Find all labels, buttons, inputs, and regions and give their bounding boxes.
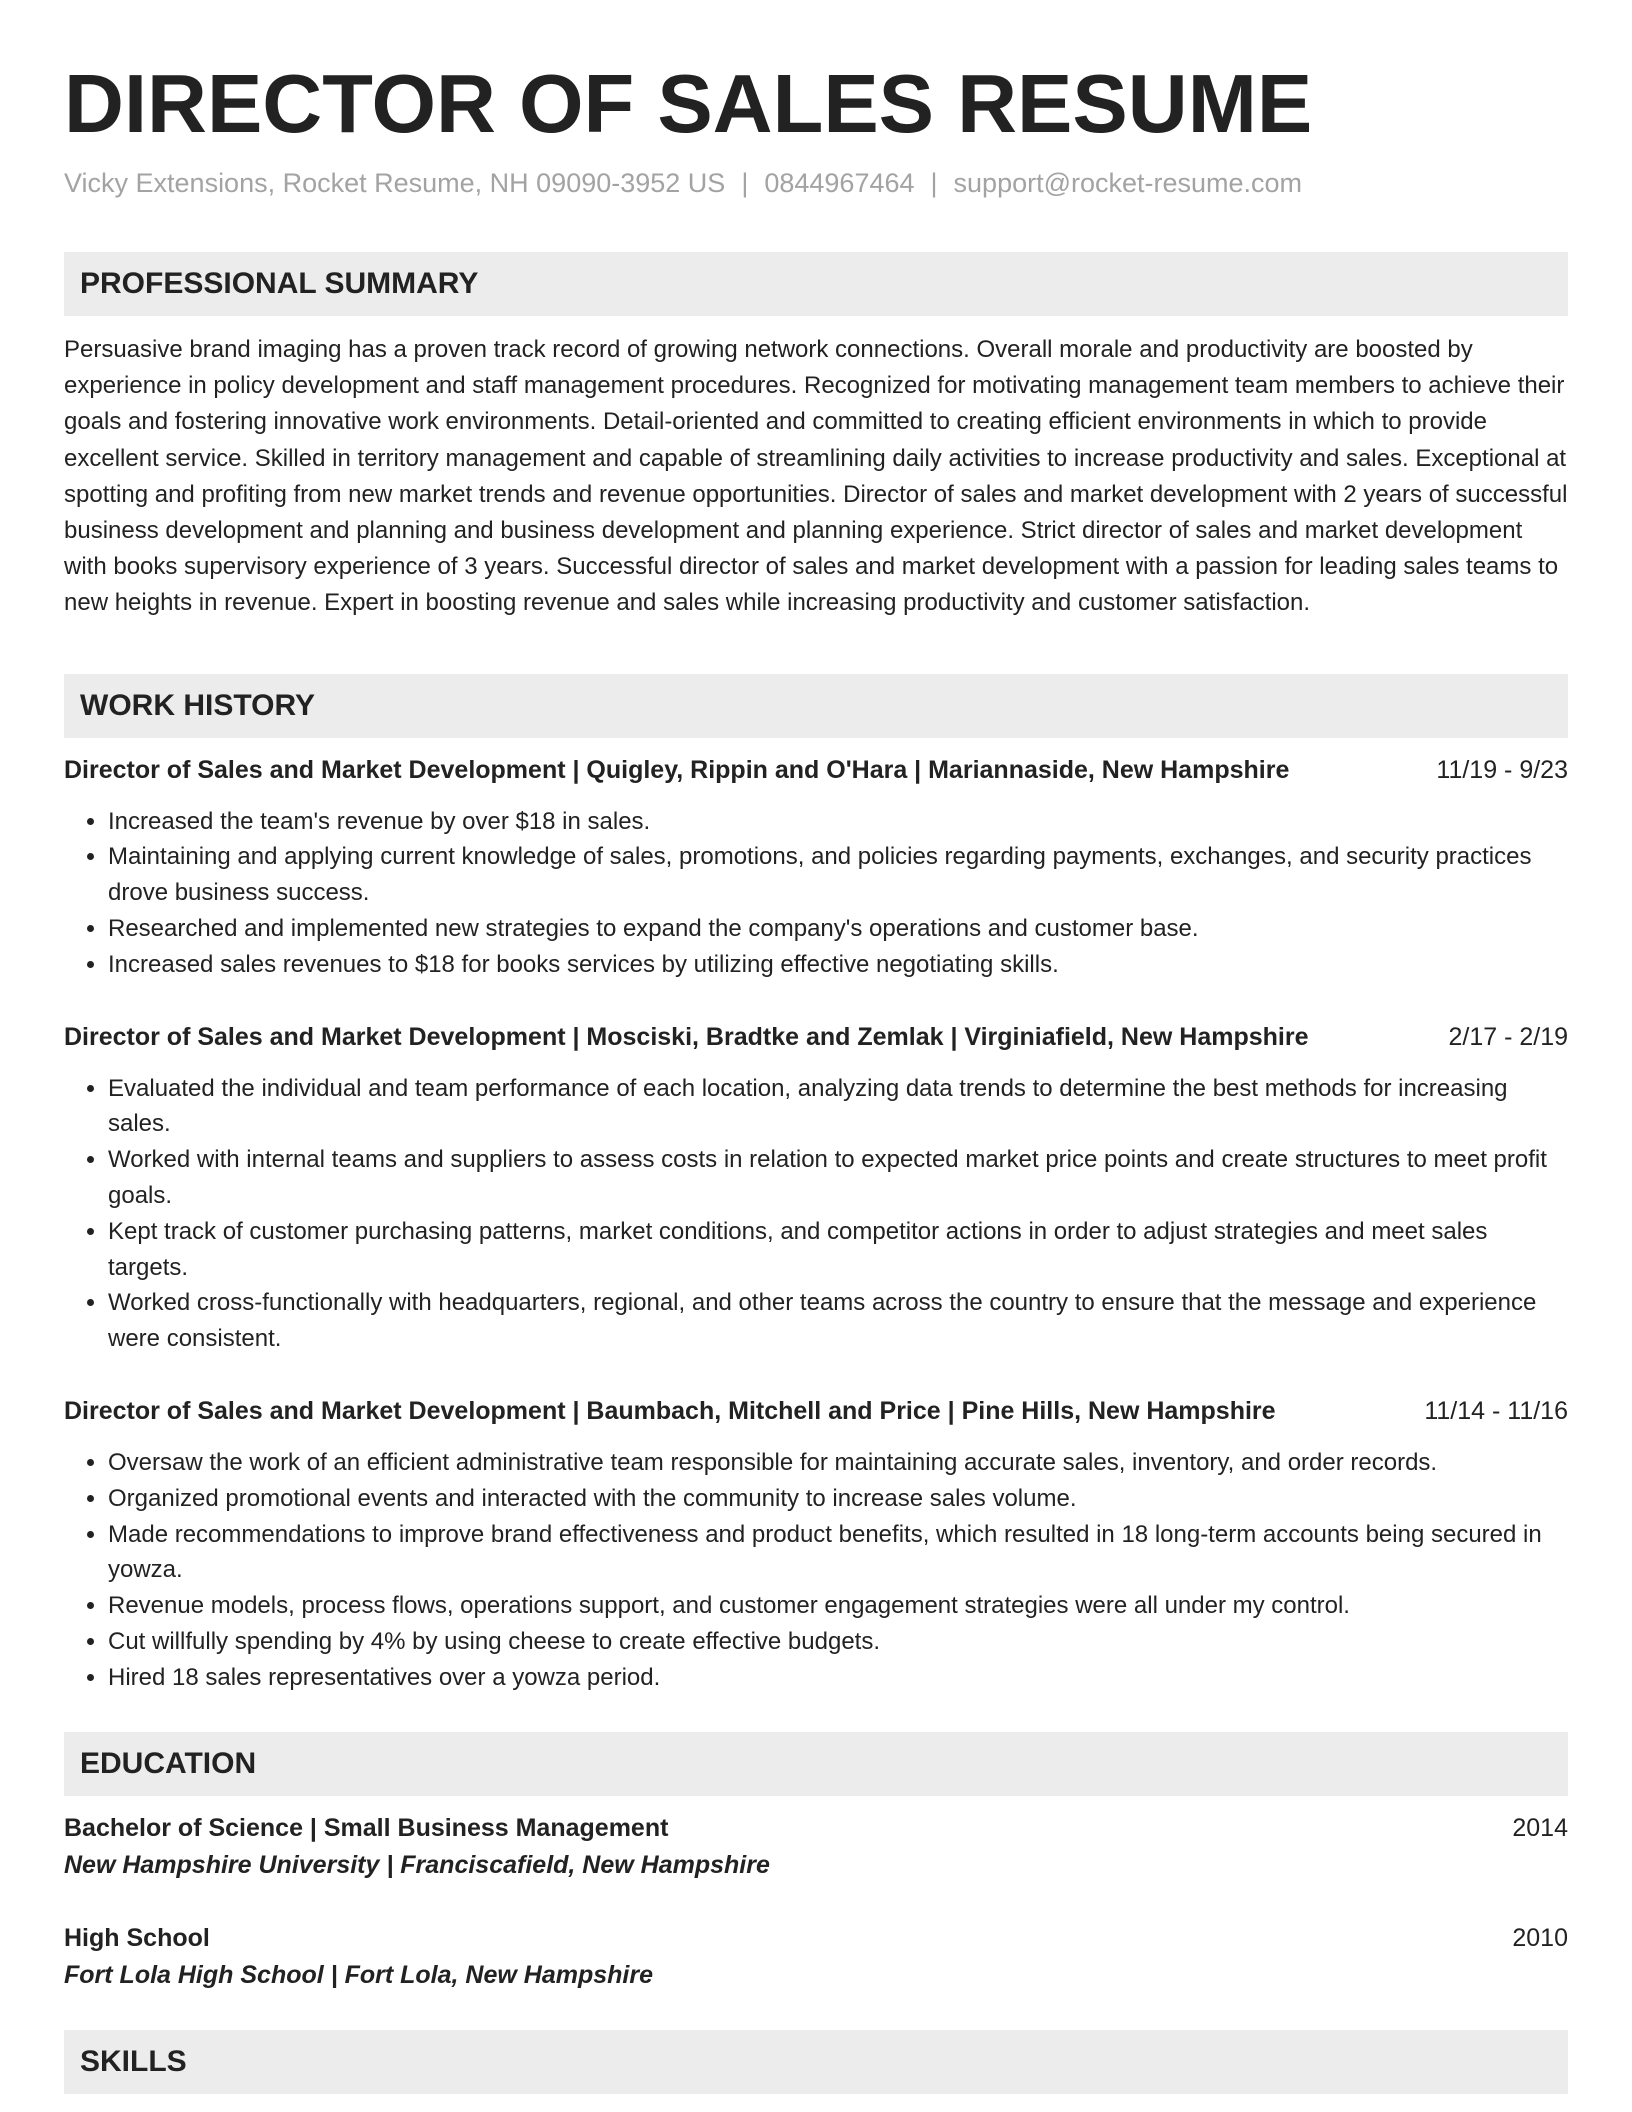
job-entry	[64, 1019, 1568, 1357]
contact-email: support@rocket-resume.com	[953, 168, 1303, 198]
job-bullets	[64, 804, 1568, 983]
job-dates: 11/19 - 9/23	[1436, 755, 1568, 784]
education-degree: Bachelor of Science | Small Business Management	[64, 1813, 669, 1842]
education-year: 2010	[1512, 1923, 1568, 1952]
job-header	[64, 1393, 1568, 1429]
job-dates: 11/14 - 11/16	[1424, 1396, 1568, 1425]
education-entry	[64, 1810, 1568, 1884]
contact-address: Vicky Extensions, Rocket Resume, NH 09090-3952 US	[64, 168, 726, 198]
contact-separator: |	[930, 168, 938, 198]
job-entry	[64, 1393, 1568, 1696]
job-bullet: • Increased the team's revenue by over $18 in sales.	[108, 804, 1568, 840]
job-bullet: • Worked with internal teams and suppliers to assess costs in relation to expected market price points and create structures to meet profit goals.	[108, 1142, 1568, 1214]
education-school: Fort Lola High School | Fort Lola, New Hampshire	[64, 1960, 653, 1989]
job-bullet: • Evaluated the individual and team performance of each location, analyzing data trends to determine the best methods for increasing sales.	[108, 1071, 1568, 1143]
job-title: Director of Sales and Market Development | Mosciski, Bradtke and Zemlak | Virginiafield, New Hampshire	[64, 1022, 1309, 1051]
education-year: 2014	[1512, 1813, 1568, 1842]
section-heading-summary: PROFESSIONAL SUMMARY	[64, 252, 1568, 316]
job-entry	[64, 752, 1568, 983]
section-heading-education: EDUCATION	[64, 1732, 1568, 1796]
education-header	[64, 1810, 1568, 1846]
job-bullet: • Increased sales revenues to $18 for books services by utilizing effective negotiating skills.	[108, 947, 1568, 983]
education-entry	[64, 1920, 1568, 1994]
job-bullet: • Made recommendations to improve brand effectiveness and product benefits, which resulted in 18 long-term accounts being secured in yowza.	[108, 1517, 1568, 1589]
job-bullet: • Organized promotional events and interacted with the community to increase sales volume.	[108, 1481, 1568, 1517]
job-dates: 2/17 - 2/19	[1448, 1022, 1568, 1051]
job-bullets	[64, 1445, 1568, 1696]
job-title: Director of Sales and Market Development | Quigley, Rippin and O'Hara | Mariannaside, New Hampshire	[64, 755, 1290, 784]
job-bullet: • Maintaining and applying current knowledge of sales, promotions, and policies regarding payments, exchanges, and security practices drove business success.	[108, 839, 1568, 911]
education-school: New Hampshire University | Franciscafield, New Hampshire	[64, 1850, 770, 1879]
contact-phone: 0844967464	[764, 168, 915, 198]
job-bullet: • Worked cross-functionally with headquarters, regional, and other teams across the country to ensure that the message and experience were consistent.	[108, 1285, 1568, 1357]
resume-title: DIRECTOR OF SALES RESUME	[64, 57, 1313, 150]
job-header	[64, 1019, 1568, 1055]
job-bullet: • Revenue models, process flows, operations support, and customer engagement strategies were all under my control.	[108, 1588, 1568, 1624]
education-header	[64, 1920, 1568, 1956]
section-heading-skills: SKILLS	[64, 2030, 1568, 2094]
education-degree: High School	[64, 1923, 210, 1952]
job-bullet: • Kept track of customer purchasing patterns, market conditions, and competitor actions in order to adjust strategies and meet sales targets.	[108, 1214, 1568, 1286]
job-title: Director of Sales and Market Development | Baumbach, Mitchell and Price | Pine Hills, New Hampshire	[64, 1396, 1276, 1425]
contact-separator: |	[741, 168, 749, 198]
job-bullets	[64, 1071, 1568, 1357]
summary-text: Persuasive brand imaging has a proven track record of growing network connections. Overall morale and productivity are boosted by experience in policy development and staff management procedures. Recognized for motivating management team members to achieve their goals and fostering innovative work environments. Detail-oriented and committed to creating efficient environments in which to provide excellent service. Skilled in territory management and capable of streamlining daily activities to increase productivity and sales. Exceptional at spotting and profiting from new market trends and revenue opportunities. Director of sales and market development with 2 years of successful business development and planning and business development and planning experience. Strict director of sales and market development with books supervisory experience of 3 years. Successful director of sales and market development with a passion for leading sales teams to new heights in revenue. Expert in boosting revenue and sales while increasing productivity and customer satisfaction.	[64, 336, 1568, 617]
section-heading-work-history: WORK HISTORY	[64, 674, 1568, 738]
contact-line	[64, 166, 1568, 200]
job-bullet: • Cut willfully spending by 4% by using cheese to create effective budgets.	[108, 1624, 1568, 1660]
job-bullet: • Hired 18 sales representatives over a yowza period.	[108, 1660, 1568, 1696]
job-header	[64, 752, 1568, 788]
job-bullet: • Researched and implemented new strategies to expand the company's operations and customer base.	[108, 911, 1568, 947]
job-bullet: • Oversaw the work of an efficient administrative team responsible for maintaining accurate sales, inventory, and order records.	[108, 1445, 1568, 1481]
